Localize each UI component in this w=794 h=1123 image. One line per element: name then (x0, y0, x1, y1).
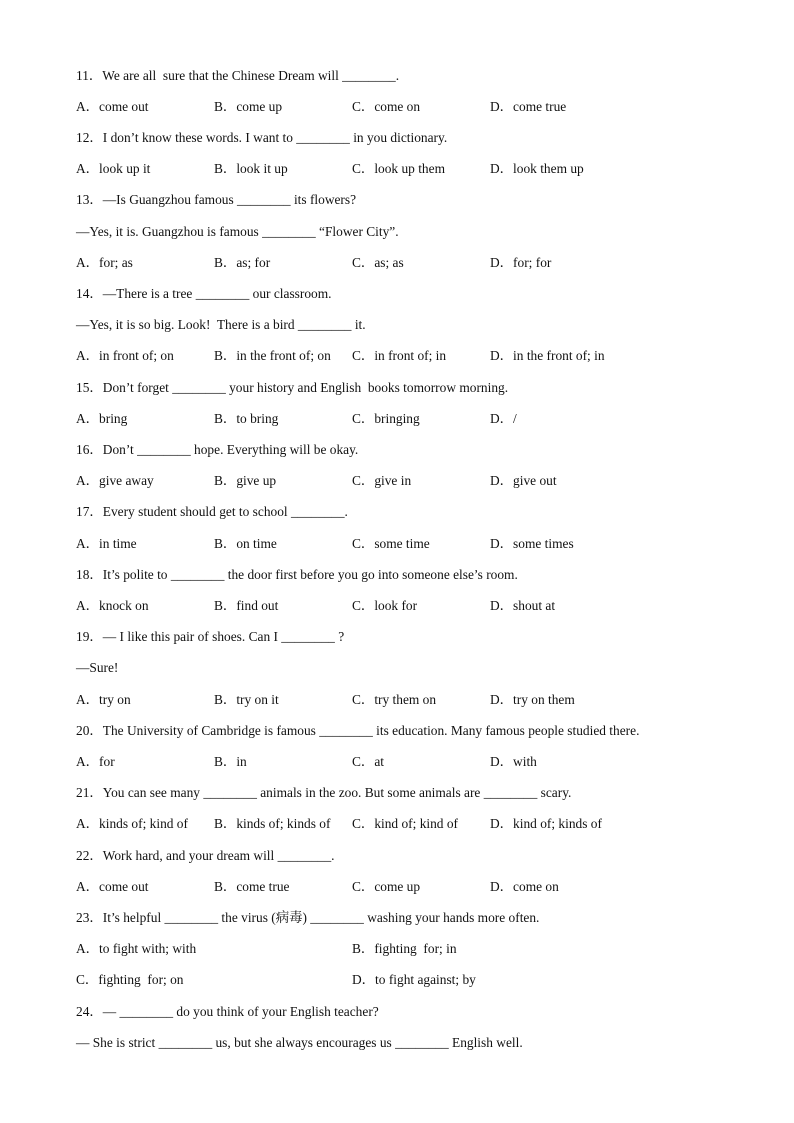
q22-option-a: A．come out (76, 879, 149, 894)
q18-option-d: D．shout at (490, 598, 556, 613)
q18-option-a: A．knock on (76, 598, 149, 613)
q18-option-c: C．look for (352, 598, 418, 613)
q14-option-b: B．in the front of; on (214, 348, 331, 363)
question-24-stem: 24．— ________ do you think of your English teacher? (76, 1004, 379, 1019)
q17-option-a: A．in time (76, 536, 137, 551)
q12-option-d: D．look them up (490, 161, 584, 176)
q14-option-c: C．in front of; in (352, 348, 447, 363)
question-17-stem: 17．Every student should get to school ________. (76, 504, 348, 519)
q11-option-b: B．come up (214, 99, 283, 114)
q21-option-b: B．kinds of; kinds of (214, 816, 331, 831)
question-13-reply: —Yes, it is. Guangzhou is famous ________ “Flower City”. (76, 224, 399, 239)
question-16-stem: 16．Don’t ________ hope. Everything will be okay. (76, 442, 359, 457)
q15-option-d: D．/ (490, 411, 517, 426)
q13-option-c: C．as; as (352, 255, 404, 270)
question-11-stem: 11．We are all sure that the Chinese Dream will ________. (76, 68, 400, 83)
question-12-stem: 12．I don’t know these words. I want to ________ in you dictionary. (76, 130, 448, 145)
q16-option-b: B．give up (214, 473, 277, 488)
question-19-stem: 19．— I like this pair of shoes. Can I ________ ? (76, 629, 345, 644)
q19-option-a: A．try on (76, 692, 131, 707)
question-23-stem: 23．It’s helpful ________ the virus (病毒) ________ washing your hands more often. (76, 910, 540, 925)
question-24-reply: — She is strict ________ us, but she always encourages us ________ English well. (76, 1035, 523, 1050)
q21-option-d: D．kind of; kinds of (490, 816, 602, 831)
q15-option-b: B．to bring (214, 411, 279, 426)
question-14-reply: —Yes, it is so big. Look! There is a bird ________ it. (76, 317, 366, 332)
q16-option-d: D．give out (490, 473, 557, 488)
q13-option-b: B．as; for (214, 255, 271, 270)
q17-option-d: D．some times (490, 536, 574, 551)
q16-option-c: C．give in (352, 473, 412, 488)
question-13-stem: 13．—Is Guangzhou famous ________ its flowers? (76, 192, 357, 207)
q20-option-d: D．with (490, 754, 537, 769)
q17-option-b: B．on time (214, 536, 277, 551)
q11-option-d: D．come true (490, 99, 567, 114)
q11-option-c: C．come on (352, 99, 421, 114)
q23-option-d: D．to fight against; by (352, 972, 476, 987)
q12-option-b: B．look it up (214, 161, 288, 176)
question-21-stem: 21．You can see many ________ animals in the zoo. But some animals are ________ scary. (76, 785, 572, 800)
q11-option-a: A．come out (76, 99, 149, 114)
question-15-stem: 15．Don’t forget ________ your history and English books tomorrow morning. (76, 380, 509, 395)
question-18-stem: 18．It’s polite to ________ the door first before you go into someone else’s room. (76, 567, 518, 582)
q12-option-c: C．look up them (352, 161, 445, 176)
question-19-reply: —Sure! (76, 660, 119, 675)
q15-option-a: A．bring (76, 411, 128, 426)
q23-option-a: A．to fight with; with (76, 941, 197, 956)
question-20-stem: 20．The University of Cambridge is famous ________ its education. Many famous people studied there. (76, 723, 640, 738)
question-14-stem: 14．—There is a tree ________ our classroom. (76, 286, 332, 301)
q20-option-c: C．at (352, 754, 384, 769)
q23-option-b: B．fighting for; in (352, 941, 457, 956)
q12-option-a: A．look up it (76, 161, 151, 176)
q13-option-d: D．for; for (490, 255, 552, 270)
q17-option-c: C．some time (352, 536, 430, 551)
q20-option-b: B．in (214, 754, 247, 769)
q19-option-b: B．try on it (214, 692, 279, 707)
q23-option-c: C．fighting for; on (76, 972, 184, 987)
q19-option-d: D．try on them (490, 692, 575, 707)
q15-option-c: C．bringing (352, 411, 420, 426)
question-22-stem: 22．Work hard, and your dream will ________. (76, 848, 335, 863)
q13-option-a: A．for; as (76, 255, 133, 270)
q14-option-d: D．in the front of; in (490, 348, 605, 363)
q21-option-a: A．kinds of; kind of (76, 816, 188, 831)
q22-option-c: C．come up (352, 879, 421, 894)
q16-option-a: A．give away (76, 473, 154, 488)
q21-option-c: C．kind of; kind of (352, 816, 459, 831)
q20-option-a: A．for (76, 754, 115, 769)
q14-option-a: A．in front of; on (76, 348, 174, 363)
q19-option-c: C．try them on (352, 692, 437, 707)
q22-option-b: B．come true (214, 879, 290, 894)
q18-option-b: B．find out (214, 598, 279, 613)
q22-option-d: D．come on (490, 879, 559, 894)
